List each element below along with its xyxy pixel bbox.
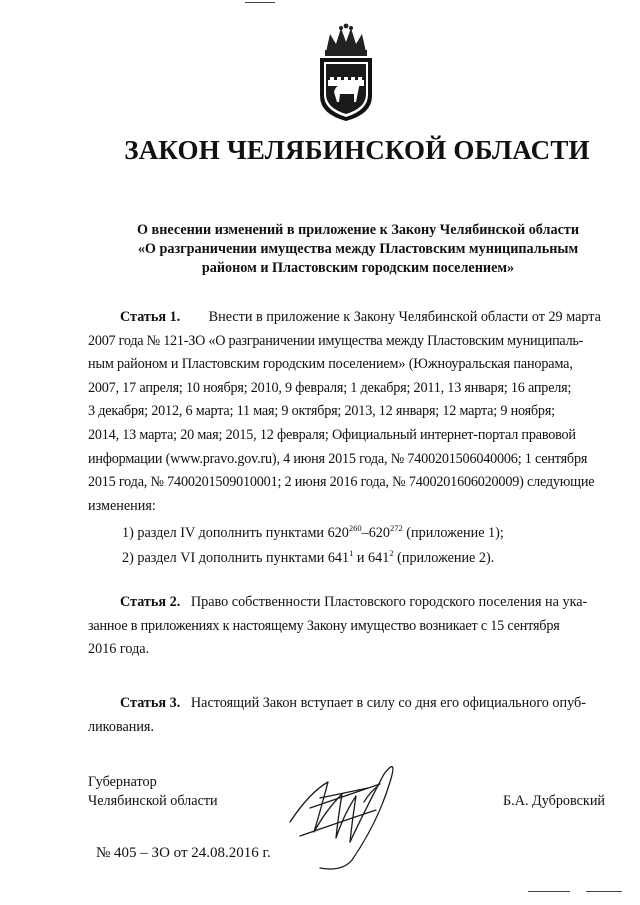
item-1-text: –620 xyxy=(361,525,390,541)
item-1-text: 1) раздел IV дополнить пунктами 620 xyxy=(122,525,349,541)
item-2-text: и 641 xyxy=(353,550,390,566)
article-3-line xyxy=(88,692,605,716)
article-1-line: изменения: xyxy=(88,497,156,514)
scan-artifact-top xyxy=(245,2,275,3)
law-subject xyxy=(100,221,616,278)
article-1-text: Внести в приложение к Закону Челябинской области от 29 марта xyxy=(208,309,601,325)
article-1-item-1 xyxy=(122,522,504,545)
article-2-line: занное в приложениях к настоящему Закону имущество возникает с 15 сентября xyxy=(88,617,560,634)
article-1-line: 2007 года № 121-ЗО «О разграничении имущества между Пластовским муниципаль- xyxy=(88,332,584,349)
scan-artifact-bottom-1 xyxy=(528,891,570,892)
article-1-line: 3 декабря; 2012, 6 марта; 11 мая; 9 октября; 2013, 12 января; 12 марта; 9 ноября; xyxy=(88,403,555,420)
chelyabinsk-coat-of-arms-icon xyxy=(312,22,380,122)
article-2-label: Статья 2. xyxy=(120,594,181,610)
item-2-text: (приложение 2). xyxy=(393,550,495,566)
governor-region: Челябинской области xyxy=(88,793,218,809)
governor-name: Б.А. Дубровский xyxy=(503,793,606,809)
article-2 xyxy=(88,591,605,662)
handwritten-signature-icon xyxy=(280,752,408,872)
item-1-sup: 260 xyxy=(348,523,362,533)
article-1-line: 2014, 13 марта; 20 мая; 2015, 12 февраля; Официальный интернет-портал правовой xyxy=(88,426,576,443)
scan-artifact-bottom-2 xyxy=(586,891,622,892)
subject-line: «О разграничении имущества между Пластовским муниципальным xyxy=(137,241,579,257)
subject-line: О внесении изменений в приложение к Закону Челябинской области xyxy=(136,222,580,238)
article-3-line: ликования. xyxy=(88,718,155,735)
governor-position: Губернатор xyxy=(88,774,157,790)
article-1-item-2 xyxy=(122,547,494,570)
law-title: ЗАКОН ЧЕЛЯБИНСКОЙ ОБЛАСТИ xyxy=(124,135,590,165)
subject-line: районом и Пластовским городским поселением» xyxy=(201,260,515,276)
item-2-text: 2) раздел VI дополнить пунктами 641 xyxy=(122,550,350,566)
article-1-line xyxy=(88,306,605,330)
law-number-date: № 405 – ЗО от 24.08.2016 г. xyxy=(96,845,271,861)
article-1-label: Статья 1. xyxy=(120,309,181,325)
item-2-sup: 1 xyxy=(349,548,354,558)
item-1-text: (приложение 1); xyxy=(402,525,504,541)
article-1-line: 2015 года, № 7400201509010001; 2 июня 2016 года, № 7400201606020009) следующие xyxy=(88,474,595,491)
article-2-text: Право собственности Пластовского городского поселения на ука- xyxy=(190,594,588,610)
article-1-line: ным районом и Пластовским городским поселением» (Южноуральская панорама, xyxy=(88,356,573,373)
item-2-sup: 2 xyxy=(389,548,394,558)
article-2-line: 2016 года. xyxy=(88,641,150,658)
item-1-sup: 272 xyxy=(389,523,403,533)
article-3 xyxy=(88,692,605,739)
article-1 xyxy=(88,306,605,518)
article-1-line: 2007, 17 апреля; 10 ноября; 2010, 9 февраля; 1 декабря; 2011, 13 января; 16 апреля; xyxy=(88,379,572,396)
article-1-line: информации (www.pravo.gov.ru), 4 июня 2015 года, № 7400201506040006; 1 сентября xyxy=(88,450,588,467)
article-3-label: Статья 3. xyxy=(120,695,181,711)
article-2-line xyxy=(88,591,605,615)
article-3-text: Настоящий Закон вступает в силу со дня его официального опуб- xyxy=(190,695,586,711)
